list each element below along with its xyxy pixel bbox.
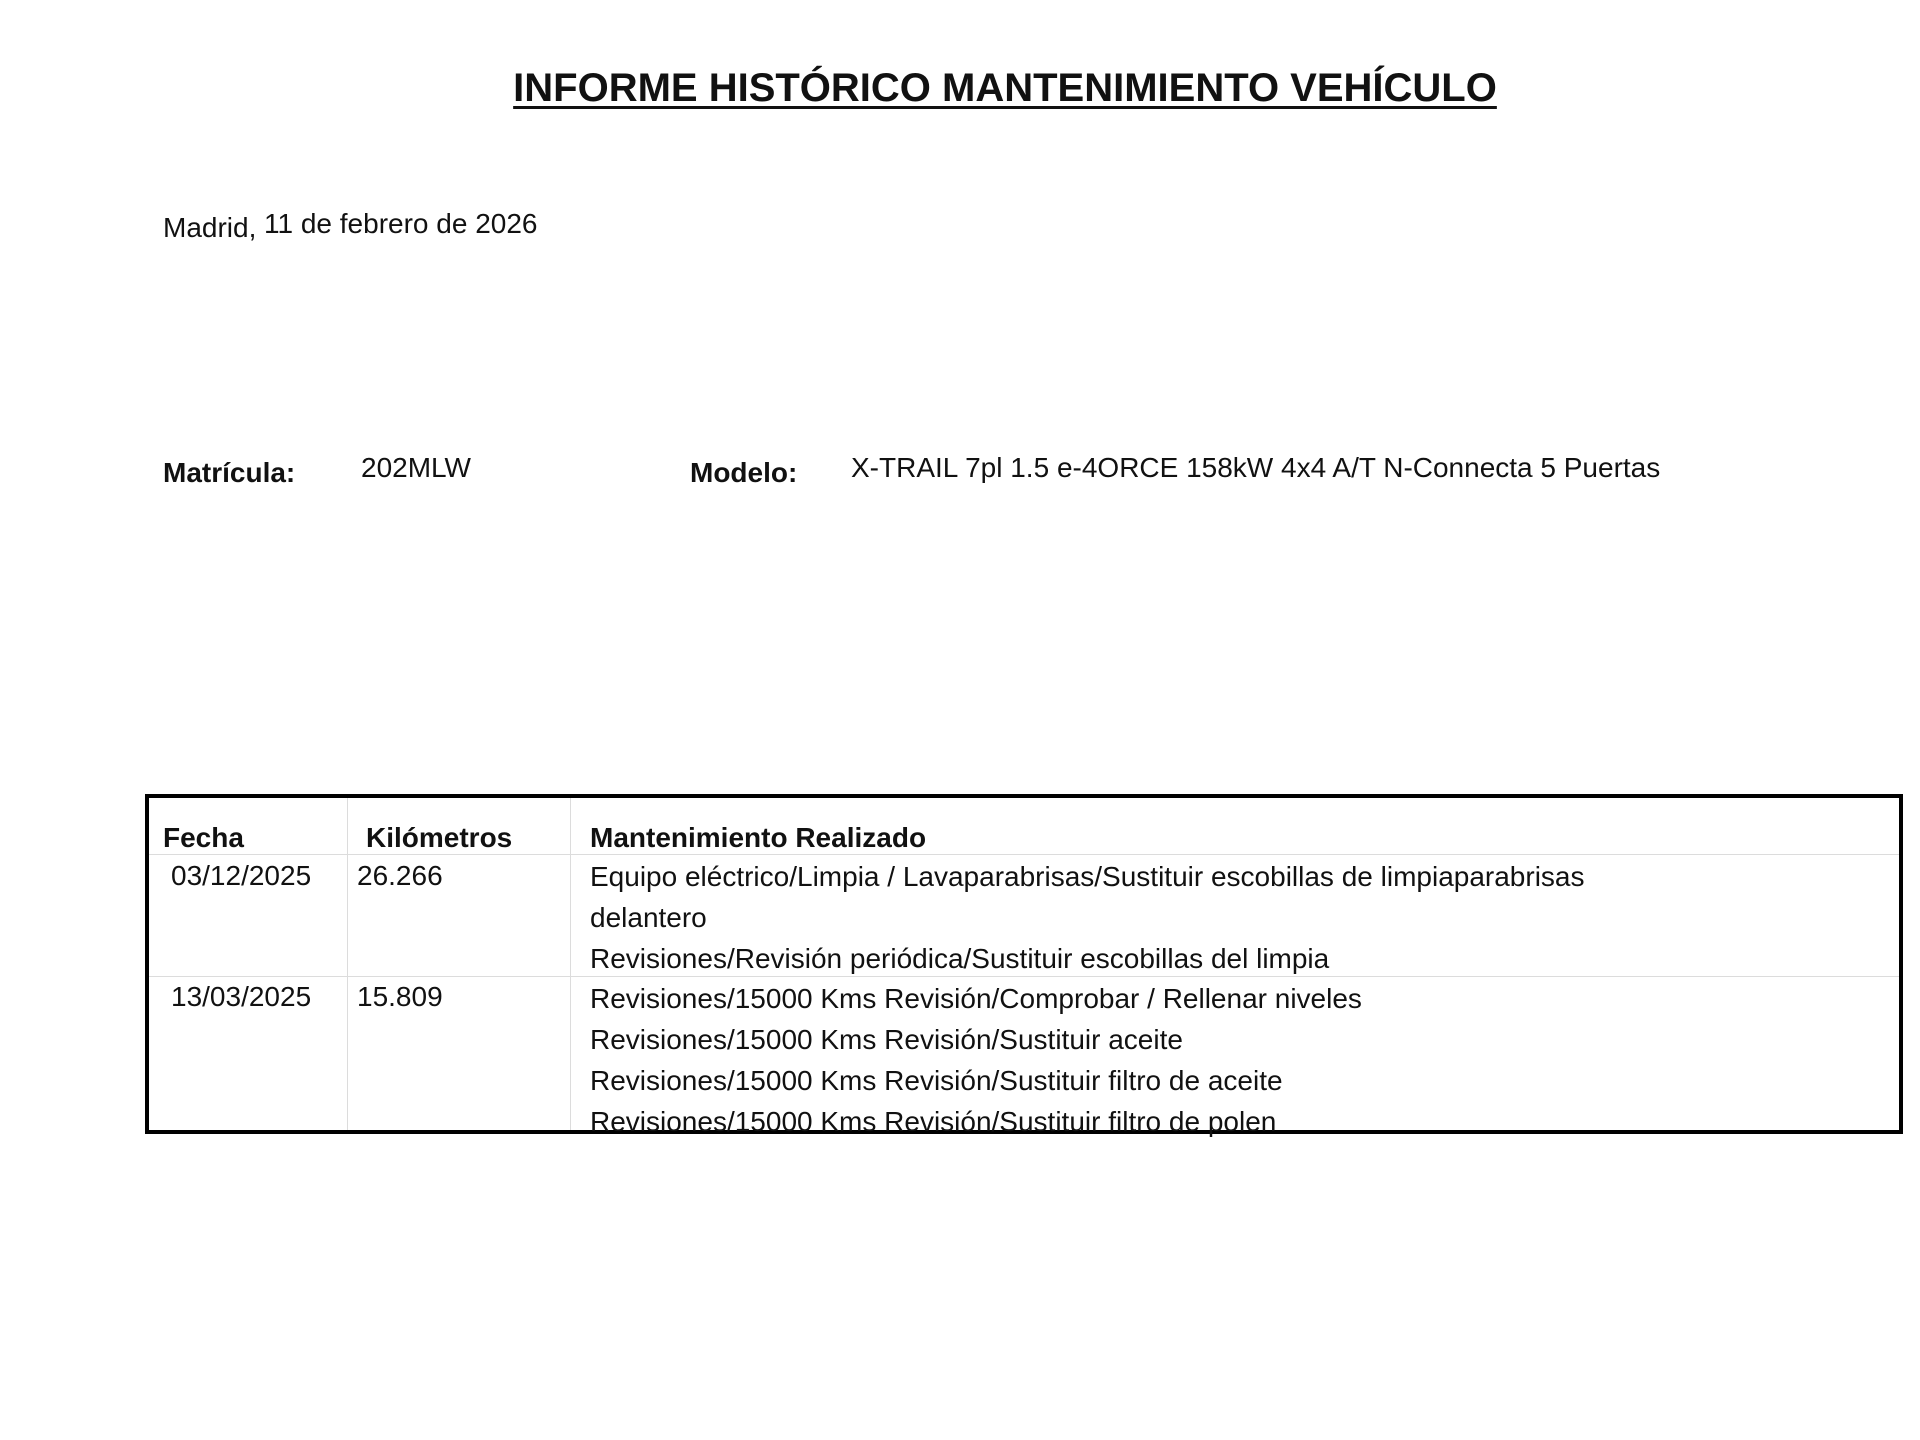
plate-value: 202MLW [361, 452, 471, 483]
column-divider [347, 798, 348, 1130]
maintenance-line: Revisiones/Revisión periódica/Sustituir escobillas del limpia [590, 943, 1330, 974]
model-value: X-TRAIL 7pl 1.5 e-4ORCE 158kW 4x4 A/T N-Connecta 5 Puertas [851, 452, 1661, 483]
row-date: 13/03/2025 [171, 981, 312, 1012]
maintenance-line: Revisiones/15000 Kms Revisión/Sustituir filtro de polen [590, 1106, 1277, 1137]
maintenance-table [145, 794, 1903, 1137]
maintenance-line: Equipo eléctrico/Limpia / Lavaparabrisas/Sustituir escobillas de limpiaparabrisas [590, 861, 1585, 892]
header-divider [149, 854, 1899, 855]
header-km: Kilómetros [366, 822, 513, 853]
row-km: 15.809 [357, 981, 443, 1012]
report-city: Madrid, [163, 212, 257, 243]
maintenance-line: delantero [590, 902, 707, 933]
header-maintenance: Mantenimiento Realizado [590, 822, 927, 853]
row-maintenance [590, 856, 1585, 979]
row-date: 03/12/2025 [171, 860, 312, 891]
plate-label: Matrícula: [163, 457, 296, 488]
row-km: 26.266 [357, 860, 443, 891]
maintenance-line: Revisiones/15000 Kms Revisión/Comprobar / Rellenar niveles [590, 983, 1362, 1014]
report-title: INFORME HISTÓRICO MANTENIMIENTO VEHÍCULO [513, 66, 1497, 110]
column-divider [570, 798, 571, 1130]
header-date: Fecha [163, 822, 244, 853]
maintenance-line: Revisiones/15000 Kms Revisión/Sustituir filtro de aceite [590, 1065, 1283, 1096]
maintenance-line: Revisiones/15000 Kms Revisión/Sustituir aceite [590, 1024, 1183, 1055]
model-label: Modelo: [690, 457, 798, 488]
report-date: 11 de febrero de 2026 [264, 208, 538, 239]
row-maintenance [590, 978, 1362, 1142]
